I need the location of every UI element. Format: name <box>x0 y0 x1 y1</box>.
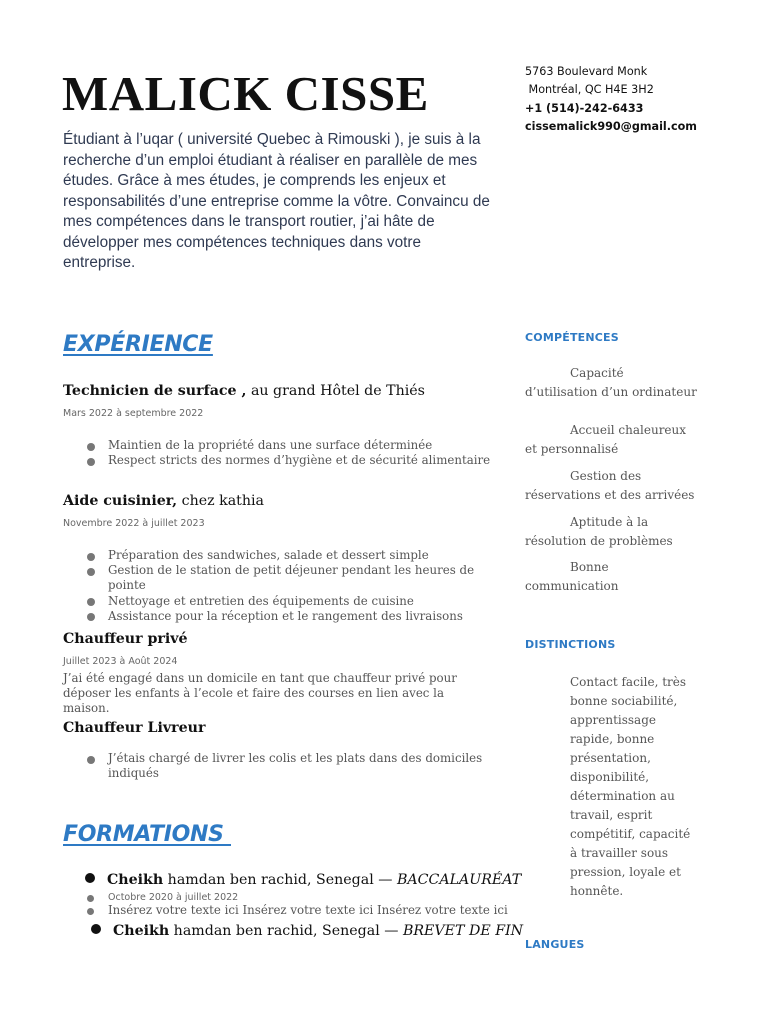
school-name: hamdan ben rachid, Senegal — <box>163 872 397 888</box>
school-name: hamdan ben rachid, Senegal — <box>169 923 403 939</box>
address-line-2: Montréal, QC H4E 3H2 <box>525 83 654 97</box>
job-place: au grand Hôtel de Thiés <box>246 383 425 399</box>
formation-dates: Octobre 2020 à juillet 2022 <box>108 892 239 903</box>
skill-item: Aptitude à la résolution de problèmes <box>525 515 673 548</box>
job-2 <box>63 492 503 624</box>
address-line-1: 5763 Boulevard Monk <box>525 65 648 78</box>
skill-item: Capacité d’utilisation d’un ordinateur <box>525 366 697 399</box>
candidate-name: MALICK CISSE <box>62 66 429 121</box>
list-item: Préparation des sandwiches, salade et dessert simple <box>63 548 503 563</box>
job-1 <box>63 382 503 468</box>
bullet-icon <box>91 924 101 934</box>
languages-heading: LANGUES <box>525 938 585 951</box>
job-duties <box>63 438 503 468</box>
job-3 <box>63 630 483 716</box>
job-role: Aide cuisinier, <box>63 493 178 509</box>
skill-item: Bonne communication <box>525 560 619 593</box>
job-duties <box>63 548 503 624</box>
distinctions-heading: DISTINCTIONS <box>525 638 616 651</box>
list-item: Maintien de la propriété dans une surface déterminée <box>63 438 503 453</box>
job-duties <box>63 751 483 781</box>
job-dates: Novembre 2022 à juillet 2023 <box>63 518 205 529</box>
list-item: Nettoyage et entretien des équipements de cuisine <box>63 594 503 609</box>
list-item: Assistance pour la réception et le rangement des livraisons <box>63 609 503 624</box>
list-item: Gestion de le station de petit déjeuner pendant les heures de pointe <box>63 563 503 593</box>
bullet-icon <box>85 873 95 883</box>
list-item: J’étais chargé de livrer les colis et les plats dans des domiciles indiqués <box>63 751 483 781</box>
school-name-bold: Cheikh <box>107 872 164 888</box>
job-role: Chauffeur Livreur <box>63 720 206 736</box>
job-role: Technicien de surface , <box>63 383 247 399</box>
formation-1 <box>85 872 521 888</box>
degree: BACCALAURÉAT <box>396 872 522 888</box>
job-description: J’ai été engagé dans un domicile en tant que chauffeur privé pour déposer les enfants à l’ecole et faire des courses en lien avec la maison. <box>63 671 457 715</box>
school-name-bold: Cheikh <box>113 923 170 939</box>
bullet-icon <box>87 895 94 902</box>
skills-heading: COMPÉTENCES <box>525 331 619 344</box>
formation-2 <box>91 923 523 939</box>
skill-item: Gestion des réservations et des arrivées <box>525 469 695 502</box>
bullet-icon <box>87 908 94 915</box>
job-dates: Juillet 2023 à Août 2024 <box>63 656 178 667</box>
list-item: Respect stricts des normes d’hygiène et de sécurité alimentaire <box>63 453 503 468</box>
formations-heading: FORMATIONS <box>63 822 231 847</box>
job-title <box>63 719 503 737</box>
skill-item: Accueil chaleureux et personnalisé <box>525 423 687 456</box>
job-place: chez kathia <box>177 493 264 509</box>
job-dates: Mars 2022 à septembre 2022 <box>63 408 204 419</box>
formation-note: Insérez votre texte ici Insérez votre texte ici Insérez votre texte ici <box>108 903 508 917</box>
job-title <box>63 630 483 648</box>
contact-block <box>525 63 697 136</box>
job-title <box>63 382 503 400</box>
distinctions-text: Contact facile, très bonne sociabilité, apprentissage rapide, bonne présentation, disponibilité, détermination au travail, esprit compétitif, capacité à travailler sous pression, loyale et honnête. <box>570 675 691 898</box>
experience-heading: EXPÉRIENCE <box>63 332 213 357</box>
job-title <box>63 492 503 510</box>
phone-number: +1 (514)-242-6433 <box>525 101 644 115</box>
job-4 <box>63 719 503 781</box>
intro-paragraph: Étudiant à l’uqar ( université Quebec à Rimouski ), je suis à la recherche d’un emploi étudiant à réaliser en parallèle de mes études. Grâce à mes études, je comprends les enjeux et responsabilités d’une entreprise comme la vôtre. Convaincu de mes compétences dans le transport routier, j’ai hâte de développer mes compétences techniques dans votre entreprise. <box>63 131 490 271</box>
email-address: cissemalick990@gmail.com <box>525 119 697 133</box>
job-role: Chauffeur privé <box>63 631 188 647</box>
degree: BREVET DE FIN <box>402 923 524 939</box>
